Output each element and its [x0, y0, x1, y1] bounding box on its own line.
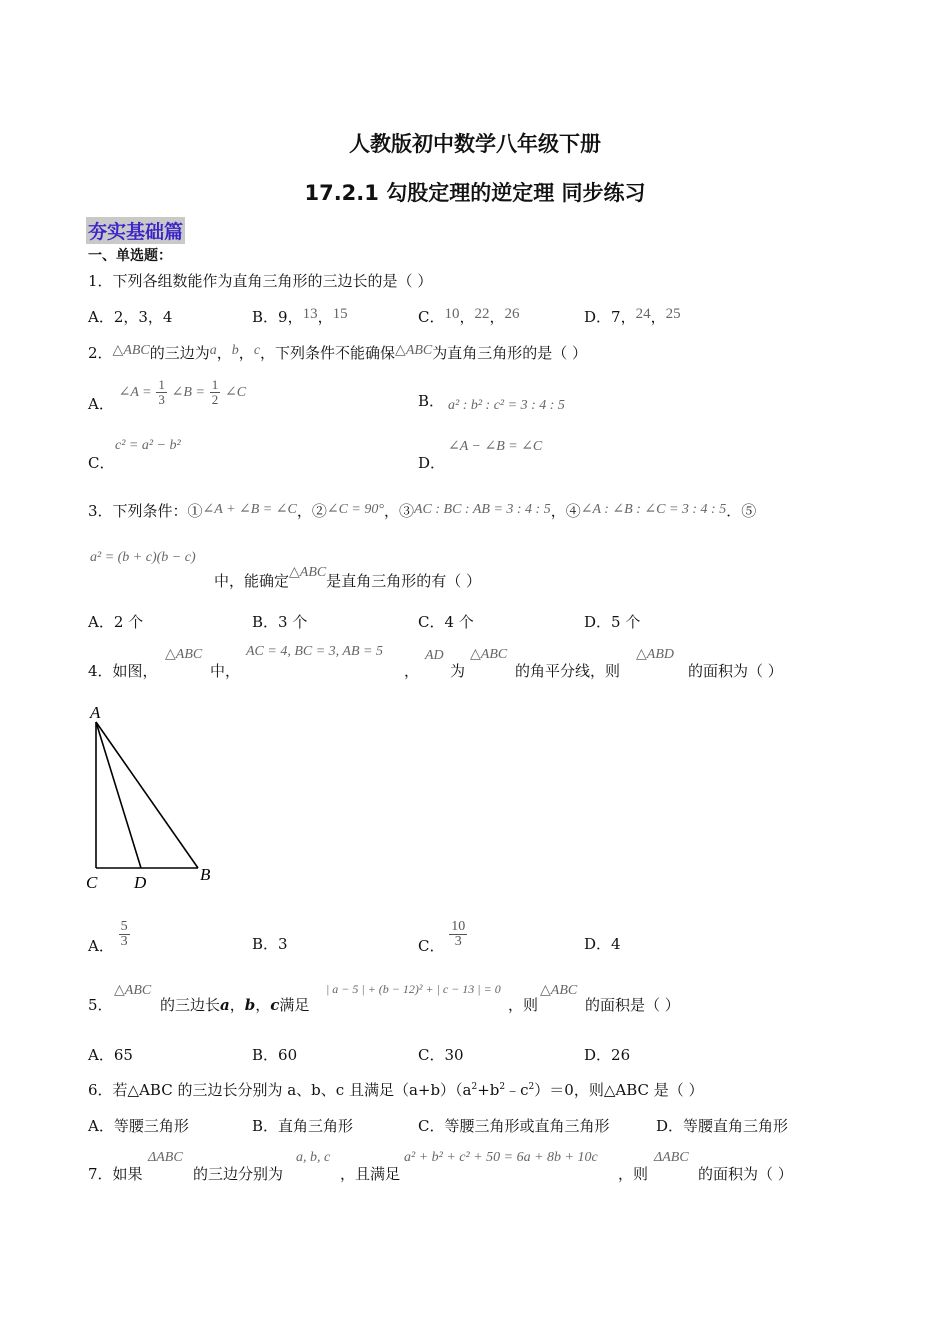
- label-a: A: [90, 703, 101, 722]
- q7-lead: 7．如果: [88, 1165, 143, 1183]
- q1-option-c: C．10，22，26: [418, 306, 520, 326]
- q5-text3: ，则: [508, 996, 539, 1014]
- q6-stem: 6．若△ABC 的三边长分别为 a、b、c 且满足$(a+b)(a^2+b^2﹣c^2)=0$，则△ABC 是（ ）: [88, 1081, 704, 1099]
- q1-option-b: B．9，13，15: [252, 306, 348, 326]
- q4-option-a: A． $\frac{5}{3}$: [88, 919, 128, 955]
- q4-tri: △ABC: [165, 647, 203, 662]
- q3-option-c: C．4 个: [418, 613, 474, 631]
- doc-subtitle: 17.2.1 勾股定理的逆定理 同步练习: [304, 181, 646, 205]
- q3-option-b: B．3 个: [252, 613, 308, 631]
- side-ab: [96, 722, 198, 868]
- q2-option-d: D．: [418, 454, 446, 472]
- q4-ad: AD: [425, 648, 444, 663]
- q2-option-b-math: a² : b² : c² = 3 : 4 : 5: [448, 398, 565, 413]
- q1-option-a: A．2，3，4: [88, 308, 173, 326]
- q7-condition: a² + b² + c² + 50 = 6a + 8b + 10c: [404, 1150, 598, 1165]
- doc-title: 人教版初中数学八年级下册: [349, 132, 601, 156]
- q7-text3: ，则: [618, 1165, 649, 1183]
- q6-option-a: A．等腰三角形: [88, 1117, 189, 1135]
- q6-option-d: D．等腰直角三角形: [656, 1117, 789, 1135]
- q4-tri3: △ABD: [636, 647, 674, 662]
- bisector-ad: [96, 722, 141, 868]
- q4-condition: AC = 4, BC = 3, AB = 5: [246, 644, 383, 659]
- q7-text4: 的面积为（ ）: [698, 1165, 793, 1183]
- q5-condition: | a − 5 | + (b − 12)² + | c − 13 | = 0: [326, 982, 501, 996]
- q1-option-d: D．7，24，25: [584, 306, 681, 326]
- q7-tri: ΔABC: [148, 1150, 183, 1165]
- q2-option-c: C．: [88, 454, 115, 472]
- q7-text1: 的三边分别为: [193, 1165, 284, 1183]
- q7-text2: ，且满足: [340, 1165, 401, 1183]
- q2-option-a: A． ∠A = $\frac{1}{3}$ ∠B = $\frac{1}{2}$ ∠C: [88, 377, 247, 413]
- q4-lead: 4．如图，: [88, 662, 158, 680]
- section-label: 夯实基础篇: [86, 217, 185, 244]
- q7-abc: a, b, c: [296, 1150, 331, 1165]
- q3-condition-5: a² = (b + c)(b − c): [90, 550, 196, 565]
- q2-option-d-math: ∠A − ∠B = ∠C: [448, 439, 543, 454]
- q2-stem: 2．△ABC的三边为a，b，c，下列条件不能确保△ABC为直角三角形的是（ ）: [88, 343, 588, 362]
- q3-option-d: D．5 个: [584, 613, 641, 631]
- q5-lead: 5．: [88, 996, 113, 1014]
- q5-tri2: △ABC: [540, 983, 578, 998]
- label-d: D: [134, 873, 147, 892]
- q6-option-b: B．直角三角形: [252, 1117, 354, 1135]
- q5-text1: 的三边长a，b，c满足: [160, 996, 310, 1014]
- q4-text5: 的面积为（ ）: [688, 662, 783, 680]
- q3-stem-line2: 中，能确定△ABC是直角三角形的有（ ）: [214, 565, 482, 590]
- q4-triangle-figure: [80, 700, 220, 895]
- q7-tri2: ΔABC: [654, 1150, 689, 1165]
- q2-option-c-math: c² = a² − b²: [115, 438, 181, 453]
- q5-option-c: C．30: [418, 1046, 464, 1064]
- q4-option-c: C． $\frac{10}{3}$: [418, 919, 466, 955]
- q5-option-a: A．65: [88, 1046, 133, 1064]
- q2-option-b: B．: [418, 392, 445, 410]
- label-c: C: [86, 873, 98, 892]
- q4-text2: ，: [404, 662, 420, 680]
- q5-option-d: D．26: [584, 1046, 631, 1064]
- q6-option-c: C．等腰三角形或直角三角形: [418, 1117, 610, 1135]
- q1-stem: 1．下列各组数能作为直角三角形的三边长的是（ ）: [88, 272, 433, 290]
- q4-text1: 中，: [210, 662, 241, 680]
- q4-option-d: D．4: [584, 935, 621, 953]
- q4-tri2: △ABC: [470, 647, 508, 662]
- q4-option-b: B．3: [252, 935, 288, 953]
- part-heading: 一、单选题：: [88, 248, 172, 264]
- q3-option-a: A．2 个: [88, 613, 144, 631]
- q4-text4: 的角平分线，则: [515, 662, 621, 680]
- q4-text3: 为: [450, 662, 466, 680]
- label-b: B: [200, 865, 211, 884]
- q3-stem-line1: 3．下列条件：①∠A + ∠B = ∠C，②∠C = 90°，③AC : BC : AB = 3 : 4 : 5，④∠A : ∠B : ∠C = 3 : 4 : 5．⑤: [88, 502, 757, 520]
- q5-text4: 的面积是（ ）: [585, 996, 680, 1014]
- q5-tri: △ABC: [114, 983, 152, 998]
- q5-option-b: B．60: [252, 1046, 298, 1064]
